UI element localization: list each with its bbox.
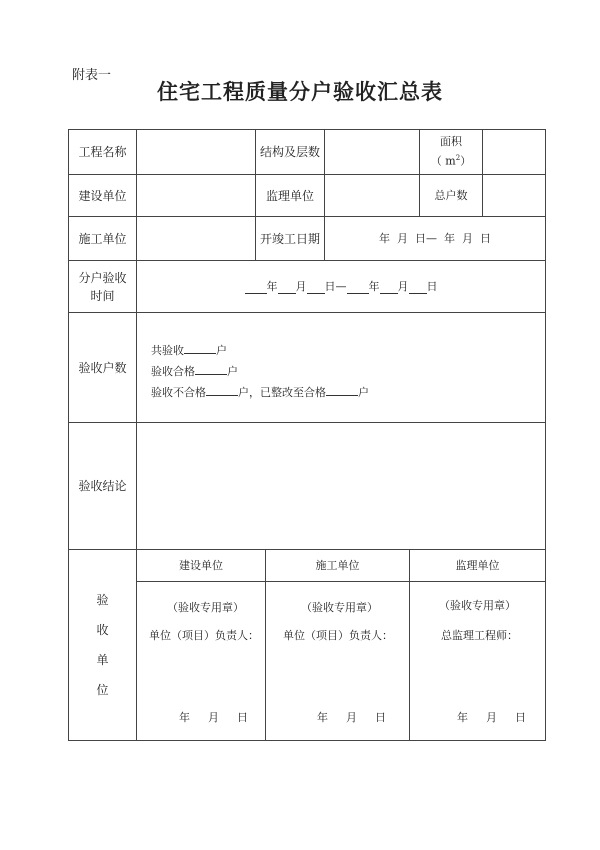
total-inspected-line: 共验收 户: [151, 340, 369, 361]
contractor-responsible-person: 单位（项目）负责人：: [283, 629, 393, 642]
label-char: 单: [96, 653, 109, 667]
row-divider: [69, 312, 545, 313]
row-divider: [137, 581, 545, 582]
contractor-label: 施工单位: [78, 231, 127, 246]
contractor-sign-date: 年 月 日: [317, 711, 386, 724]
area-label-text: 面积: [440, 135, 462, 149]
dates-label: 开竣工日期: [259, 231, 320, 246]
households-value[interactable]: [483, 175, 545, 216]
blank[interactable]: [347, 280, 369, 294]
appendix-label: 附表一: [72, 68, 112, 83]
area-label: [420, 130, 482, 174]
blank[interactable]: [409, 280, 427, 294]
failed-blank[interactable]: [206, 382, 238, 396]
blank[interactable]: [245, 280, 267, 294]
inspection-time-label-line1: 分户验收: [78, 270, 127, 285]
supervisor-label: 监理单位: [265, 188, 314, 203]
chief-supervisor: 总监理工程师：: [441, 629, 518, 642]
date-month-2: 月: [397, 279, 409, 293]
label-char: 收: [96, 623, 109, 637]
area-unit: （ $m^2$）: [430, 154, 472, 168]
blank[interactable]: [278, 280, 296, 294]
builder-responsible-person: 单位（项目）负责人：: [149, 629, 259, 642]
inspection-time-value[interactable]: [137, 261, 545, 312]
label-char: 验: [96, 593, 109, 607]
project-name-label: 工程名称: [78, 145, 127, 159]
supervisor-sign-date: 年 月 日: [457, 711, 526, 724]
contractor-value[interactable]: [137, 217, 255, 260]
builder-label: 建设单位: [78, 188, 127, 203]
project-name-value[interactable]: [137, 130, 255, 174]
page-title: 住宅工程质量分户验收汇总表: [157, 80, 443, 104]
rectified-blank[interactable]: [326, 382, 358, 396]
blank[interactable]: [307, 280, 325, 294]
households-inspected-detail: [151, 340, 369, 403]
failed-line: 验收不合格 户，已整改至合格 户: [151, 382, 369, 403]
structure-value[interactable]: [325, 130, 419, 174]
inspection-time-label-line2: 时间: [90, 288, 115, 303]
summary-table: [68, 129, 546, 741]
date-year-2: 年: [368, 279, 380, 293]
area-value[interactable]: [483, 130, 545, 174]
households-label: 总户数: [434, 188, 468, 202]
conclusion-label: 验收结论: [78, 479, 127, 493]
contractor-seal: （验收专用章）: [301, 601, 378, 614]
builder-seal: （验收专用章）: [167, 601, 244, 614]
supervisor-column-header: 监理单位: [455, 558, 500, 572]
households-inspected-label: 验收户数: [78, 360, 127, 375]
blank[interactable]: [380, 280, 398, 294]
date-year-1: 年: [266, 279, 278, 293]
builder-value[interactable]: [137, 175, 255, 216]
builder-sign-date: 年 月 日: [179, 711, 248, 724]
supervisor-seal: （验收专用章）: [439, 599, 516, 612]
passed-line: 验收合格 户: [151, 361, 369, 382]
dates-value: 年 月 日— 年 月 日: [379, 231, 491, 245]
total-blank[interactable]: [184, 340, 216, 354]
supervisor-value[interactable]: [325, 175, 419, 216]
inspection-time-label: [69, 261, 136, 312]
contractor-column-header: 施工单位: [315, 558, 360, 572]
date-day-1: 日—: [324, 279, 347, 293]
structure-label: 结构及层数: [259, 145, 320, 159]
date-day-2: 日: [426, 279, 438, 293]
label-char: 位: [96, 683, 109, 697]
acceptance-units-label: [69, 550, 136, 740]
conclusion-value[interactable]: [137, 423, 545, 549]
date-month-1: 月: [295, 279, 307, 293]
builder-column-header: 建设单位: [179, 558, 223, 572]
passed-blank[interactable]: [195, 361, 227, 375]
